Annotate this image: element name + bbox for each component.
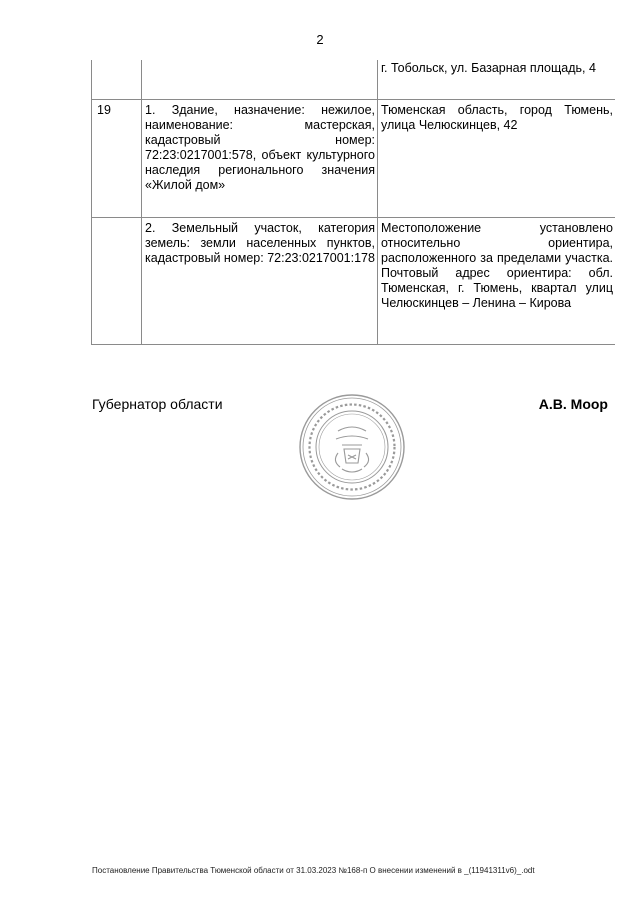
address-cell: г. Тобольск, ул. Базарная площадь, 4	[378, 60, 616, 100]
object-description-cell: 1. Здание, назначение: нежилое, наименование: мастерская, кадастровый номер: 72:23:0217001:578, объект культурного наследия регионального значения «Жилой дом»	[142, 100, 378, 218]
address-cell: Тюменская область, город Тюмень, улица Челюскинцев, 42	[378, 100, 616, 218]
document-footer: Постановление Правительства Тюменской области от 31.03.2023 №168-п О внесении изменений в _(11941311v6)_.odt	[92, 866, 535, 875]
table-row	[92, 218, 616, 345]
row-number-cell	[92, 60, 142, 100]
table-row	[92, 60, 616, 100]
objects-table	[91, 60, 615, 345]
object-description-cell	[142, 60, 378, 100]
table-row	[92, 100, 616, 218]
address-cell: Местоположение установлено относительно ориентира, расположенного за пределами участка. Почтовый адрес ориентира: обл. Тюменская, г. Тюмень, квартал улиц Челюскинцев – Ленина – Кирова	[378, 218, 616, 345]
row-number-cell	[92, 218, 142, 345]
row-number-cell: 19	[92, 100, 142, 218]
signer-name: А.В. Моор	[538, 396, 608, 412]
page-number: 2	[316, 32, 324, 47]
official-seal-icon	[298, 393, 406, 501]
signer-title: Губернатор области	[92, 396, 223, 412]
object-description-cell: 2. Земельный участок, категория земель: земли населенных пунктов, кадастровый номер: 72:23:0217001:178	[142, 218, 378, 345]
